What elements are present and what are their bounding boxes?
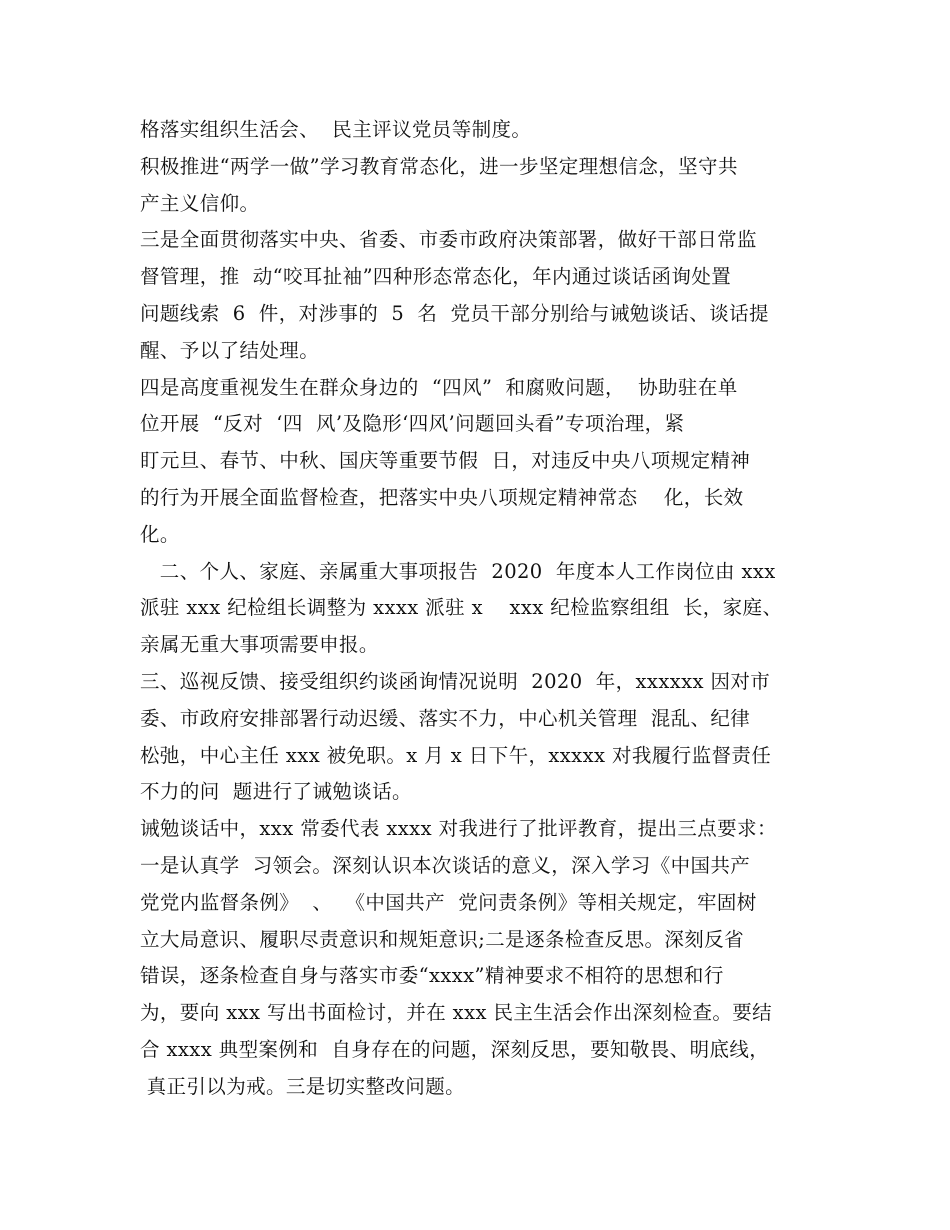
text-line: 二、个人、家庭、亲属重大事项报告 2020 年度本人工作岗位由 xxx (140, 559, 776, 583)
text-line: 格落实组织生活会、 民主评议党员等制度。 (140, 118, 532, 141)
text-line: 不力的问 题进行了诫勉谈话。 (140, 780, 412, 804)
text-line: 亲属无重大事项需要申报。 (140, 633, 379, 657)
text-line: 问题线索 6 件，对涉事的 5 名 党员干部分别给与诫勉谈话、谈话提 (140, 301, 769, 325)
document-body (140, 112, 830, 1106)
text-line: 松弛，中心主任 xxx 被免职。x 月 x 日下午，xxxxx 对我履行监督责任 (140, 743, 772, 767)
text-line: 党党内监督条例》 、 《中国共产 党问责条例》等相关规定，牢固树 (140, 890, 757, 914)
text-line: 位开展 “反对 ‘四 风’及隐形‘四风’问题回头看”专项治理，紧 (140, 412, 685, 436)
text-line: 真正引以为戒。三是切实整改问题。 (140, 1074, 465, 1098)
text-line: 四是高度重视发生在群众身边的 “四风” 和腐败问题， 协助驻在单 (140, 375, 738, 399)
text-line: 委、市政府安排部署行动迟缓、落实不力，中心机关管理 混乱、纪律 (140, 706, 751, 730)
text-line: 立大局意识、履职尽责意识和规矩意识;二是逐条检查反思。深刻反省 (140, 927, 744, 951)
text-line: 醒、予以了结处理。 (140, 338, 320, 362)
text-line: 错误，逐条检查自身与落实市委“xxxx”精神要求不相符的思想和行 (140, 964, 724, 988)
text-line: 合 xxxx 典型案例和 自身存在的问题，深刻反思，要知敬畏、明底线， (140, 1037, 770, 1061)
text-line: 诫勉谈话中，xxx 常委代表 xxxx 对我进行了批评教育，提出三点要求： (140, 817, 777, 841)
text-line: 的行为开展全面监督检查，把落实中央八项规定精神常态 化，长效 (140, 485, 744, 509)
text-line: 化。 (140, 522, 180, 546)
text-line: 为，要向 xxx 写出书面检讨，并在 xxx 民主生活会作出深刻检查。要结 (140, 1001, 773, 1025)
text-line: 盯元旦、春节、中秋、国庆等重要节假 日，对违反中央八项规定精神 (140, 449, 751, 473)
text-line: 派驻 xxx 纪检组长调整为 xxxx 派驻 x xxx 纪检监察组组 长，家庭、 (140, 596, 783, 620)
text-line: 积极推进“两学一做”学习教育常态化，进一步坚定理想信念，坚守共 (140, 154, 738, 178)
text-line: 三是全面贯彻落实中央、省委、市委市政府决策部署，做好干部日常监 (140, 228, 757, 252)
text-line: 三、巡视反馈、接受组织约谈函询情况说明 2020 年，xxxxxx 因对市 (140, 669, 771, 693)
text-line: 一是认真学 习领会。深刻认识本次谈话的意义，深入学习《中国共产 (140, 853, 751, 877)
text-line: 产主义信仰。 (140, 191, 260, 215)
text-line: 督管理，推 动“咬耳扯袖”四种形态常态化，年内通过谈话函询处置 (140, 265, 732, 289)
